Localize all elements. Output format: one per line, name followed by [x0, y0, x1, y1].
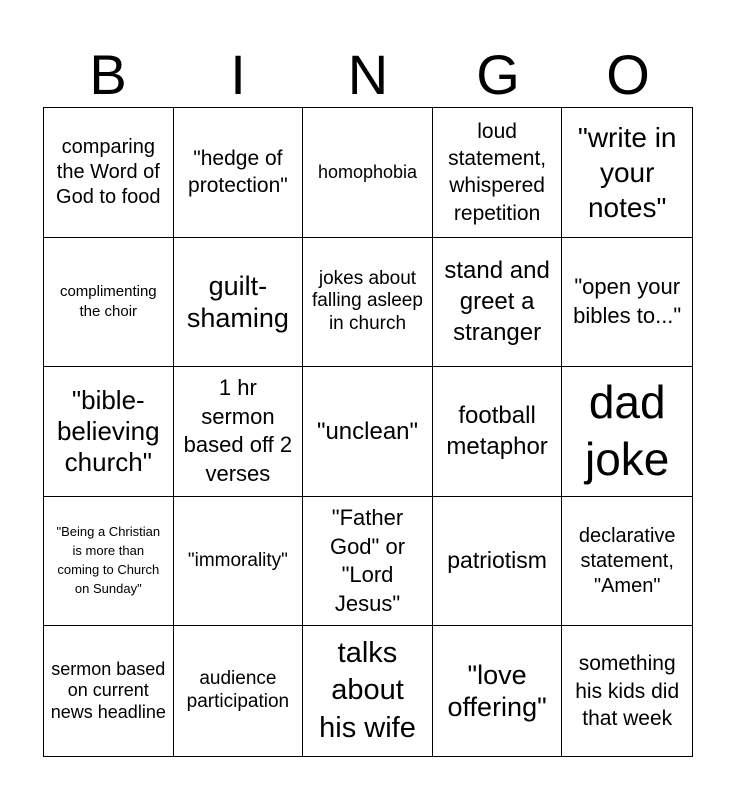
bingo-cell-r5c4[interactable]: [433, 626, 563, 756]
cell-text: "write in your notes": [577, 121, 677, 223]
bingo-cell-r3c5[interactable]: [562, 367, 692, 497]
bingo-header: [43, 44, 693, 106]
bingo-cell-r2c4[interactable]: [433, 238, 563, 368]
cell-text: jokes about falling asleep in church: [312, 267, 423, 335]
header-letter-i: I: [230, 43, 246, 106]
cell-text: football metaphor: [446, 402, 548, 461]
bingo-cell-r5c5[interactable]: [562, 626, 692, 756]
bingo-cell-r1c4[interactable]: [433, 108, 563, 238]
cell-text: "open your bibles to...": [573, 274, 682, 328]
cell-text: talks about his wife: [319, 636, 416, 745]
cell-text: complimenting the choir: [59, 282, 157, 320]
bingo-cell-r4c1[interactable]: [44, 497, 174, 627]
cell-text: comparing the Word of God to food: [56, 135, 161, 208]
cell-text: "hedge of protection": [188, 147, 288, 198]
header-letter-g: G: [476, 43, 520, 106]
bingo-cell-r5c3[interactable]: [303, 626, 433, 756]
cell-text: stand and greet a stranger: [444, 257, 550, 347]
bingo-cell-r4c4[interactable]: [433, 497, 563, 627]
cell-text: 1 hr sermon based off 2 verses: [183, 375, 293, 487]
cell-text: homophobia: [317, 161, 418, 182]
bingo-board: [43, 107, 693, 757]
cell-text: audience participation: [186, 668, 290, 713]
cell-text: "love offering": [447, 659, 547, 723]
cell-text: guilt-shaming: [186, 270, 289, 333]
bingo-cell-r1c2[interactable]: [174, 108, 304, 238]
bingo-cell-r2c1[interactable]: [44, 238, 174, 368]
bingo-cell-r2c2[interactable]: [174, 238, 304, 368]
cell-text: patriotism: [447, 547, 547, 574]
cell-text: something his kids did that week: [575, 652, 680, 730]
cell-text: "Father God" or "Lord Jesus": [329, 504, 406, 616]
cell-text: dad joke: [585, 375, 670, 486]
bingo-cell-r4c2[interactable]: [174, 497, 304, 627]
bingo-cell-r5c1[interactable]: [44, 626, 174, 756]
bingo-cell-r3c1[interactable]: [44, 367, 174, 497]
header-letter-n: N: [347, 43, 389, 106]
bingo-cell-r3c4[interactable]: [433, 367, 563, 497]
cell-text: declarative statement, "Amen": [578, 524, 676, 597]
bingo-cell-r5c2[interactable]: [174, 626, 304, 756]
bingo-cell-r3c3[interactable]: [303, 367, 433, 497]
bingo-cell-r2c3[interactable]: [303, 238, 433, 368]
bingo-cell-r2c5[interactable]: [562, 238, 692, 368]
header-letter-b: B: [89, 43, 127, 106]
cell-text: sermon based on current news headline: [50, 658, 166, 722]
bingo-cell-r1c1[interactable]: [44, 108, 174, 238]
bingo-cell-r3c2[interactable]: [174, 367, 304, 497]
cell-text: "Being a Christian is more than coming to Church on Sunday": [56, 524, 161, 596]
cell-text: "bible-believing church": [56, 384, 160, 478]
header-letter-o: O: [606, 43, 650, 106]
bingo-cell-r4c5[interactable]: [562, 497, 692, 627]
cell-text: loud statement, whispered repetition: [448, 119, 547, 225]
bingo-cell-r1c5[interactable]: [562, 108, 692, 238]
cell-text: "unclean": [316, 417, 419, 445]
bingo-cell-r1c3[interactable]: [303, 108, 433, 238]
cell-text: "immorality": [187, 549, 288, 571]
bingo-cell-r4c3[interactable]: [303, 497, 433, 627]
